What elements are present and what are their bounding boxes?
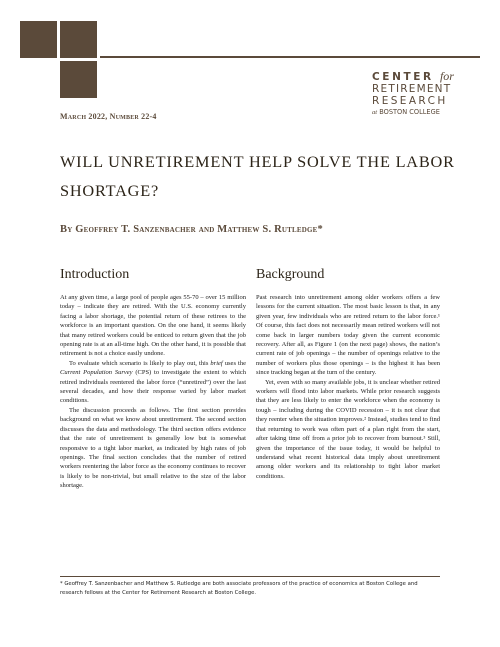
logo-research: RESEARCH [372, 95, 448, 107]
introduction-section [60, 266, 246, 491]
logo-at: at [372, 109, 378, 116]
introduction-paragraph-3: The discussion proceeds as follows. The first section provides background on what we know about unretirement. The second section discusses the data and methodology. The third section offers evidence that the rate of unretirement is generally low but is somewhat responsive to a tight labor market, as indicated by high rates of job openings. The final section concludes that the number of retired workers reentering the labor force as the economy continues to recover is likely to be non-trivial, but small relative to the size of the labor shortage. [60, 406, 246, 490]
introduction-paragraph-1: At any given time, a large pool of people ages 55-70 – over 15 million today – indicate they are retired. With the U.S. economy currently facing a labor shortage, the potential return of these retirees to the workforce is an important question. On the one hand, it seems likely that many retired workers could be enticed to return given that the job opening rate is at an all-time high. On the other hand, it is possible that retirement is not a choice easily undone. [60, 294, 246, 358]
introduction-paragraph-2: To evaluate which scenario is likely to play out, this brief uses the Current Population Survey (CPS) to investigate the extent to which retired individuals reentered the labor force (“unretired”) over the last several decades, and how their response varied by labor market conditions. [60, 359, 247, 405]
footnote-rule [60, 576, 440, 577]
background-paragraph-2: Yet, even with so many available jobs, it is unclear whether retired workers will flood into labor markets. While prior research suggests that they are less likely to enter the workforce when the economy is tough – including during the COVID recession – it is not clear that they reenter when the situation improves.² Instead, studies tend to find that returning to work was often part of a plan right from the start, after taking time off from a prior job to recover from burnout.³ Still, given the importance of the issue today, it would be helpful to understand what recent historical data imply about unretirement among older workers and its relationship to tight labor market conditions. [256, 378, 440, 480]
background-section [256, 266, 440, 481]
brief-title: WILL UNRETIREMENT HELP SOLVE THE LABOR SHORTAGE? [60, 152, 455, 200]
logo-for: for [439, 69, 454, 83]
crr-logo [372, 70, 484, 117]
decor-square-2 [60, 21, 97, 58]
background-paragraph-1: Past research into unretirement among older workers offers a few lessons for the current situation. The most basic lesson is that, in any given year, few individuals who are retired return to the labor force.¹ Of course, this fact does not necessarily mean retired workers will not come back in larger numbers today given the current economic recovery. After all, as Figure 1 (on the next page) shows, the nation’s current rate of job openings – the number of openings relative to the number of workers plus those openings – is the highest it has been since tracking began at the turn of the century. [256, 294, 440, 377]
introduction-heading: Introduction [60, 267, 130, 282]
background-heading: Background [256, 267, 325, 282]
logo-retirement: RETIREMENT [372, 83, 452, 95]
authors-line: By Geoffrey T. Sanzenbacher and Matthew S. Rutledge* [60, 224, 323, 235]
issue-number: March 2022, Number 22-4 [60, 112, 157, 121]
author-footnote: * Geoffrey T. Sanzenbacher and Matthew S. Rutledge are both associate professors of the practice of economics at Boston College and research fellows at the Center for Retirement Research at Boston College. [60, 581, 418, 596]
decor-square-1 [20, 21, 57, 58]
logo-boston-college: BOSTON COLLEGE [379, 108, 440, 116]
header-rule [100, 56, 480, 58]
decor-square-3 [60, 61, 97, 98]
logo-center: CENTER [372, 71, 434, 83]
